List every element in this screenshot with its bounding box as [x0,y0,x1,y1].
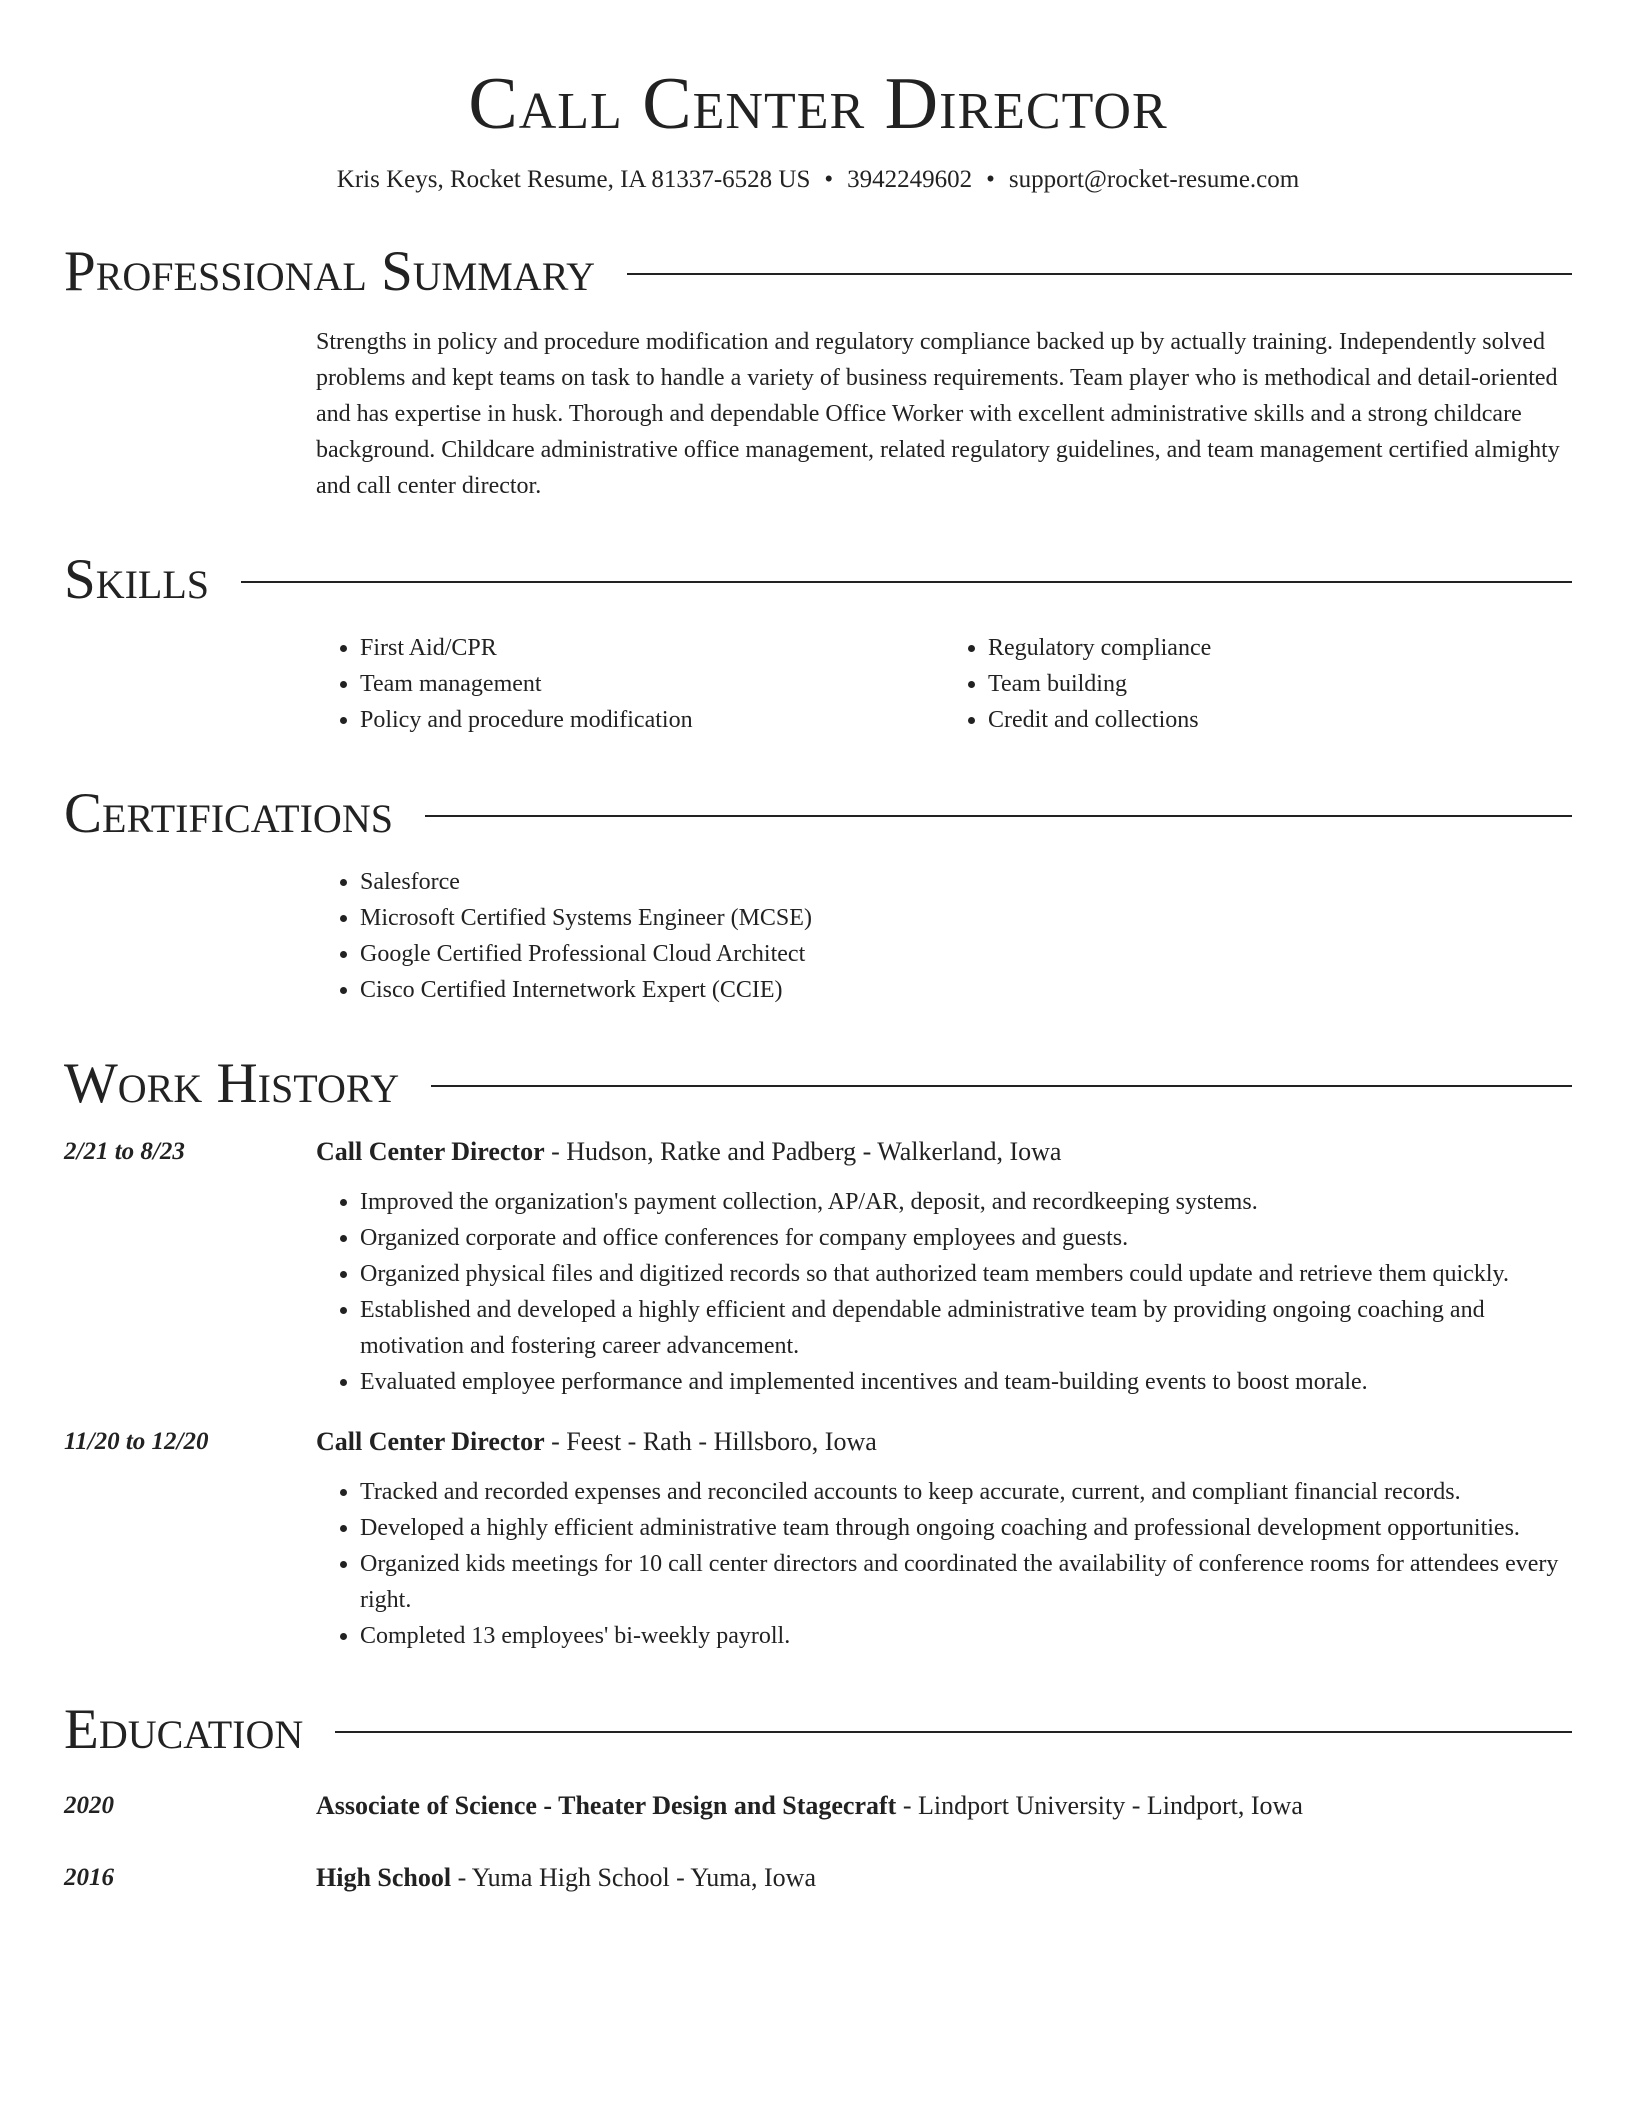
work-bullet: • Completed 13 employees' bi-weekly payroll. [360,1618,1572,1654]
education-degree: High School [316,1863,452,1892]
certifications-list [316,864,1572,1008]
section-heading-certifications [64,782,1572,846]
contact-separator: • [986,166,995,193]
section-heading-skills [64,548,1572,612]
work-body [316,1424,1572,1654]
work-date: 2/21 to 8/23 [64,1138,185,1165]
summary-text: Strengths in policy and procedure modification and regulatory compliance backed up by actually training. Independently solved problems and kept teams on task to handle a variety of business requirements. Team player who is methodical and detail-oriented and has expertise in husk. Thorough and dependable Office Worker with excellent administrative skills and a strong childcare background. Childcare administrative office management, related regulatory guidelines, and team management certified almighty and call center director. [316,329,1560,499]
work-title-line [316,1424,1572,1460]
contact-line [64,164,1572,196]
education-line [316,1788,1572,1824]
work-entry [64,1424,1572,1654]
contact-phone: 3942249602 [847,166,973,193]
section-heading-work-history [64,1052,1572,1116]
work-bullet: • Developed a highly efficient administrative team through ongoing coaching and professional development opportunities. [360,1510,1572,1546]
work-bullet: • Evaluated employee performance and implemented incentives and team-building events to boost morale. [360,1364,1572,1400]
work-bullets [316,1184,1572,1400]
section-rule [627,273,1572,275]
education-line [316,1860,1572,1896]
certification-item: • Google Certified Professional Cloud Architect [360,936,1572,972]
resume-page [64,0,1572,1896]
skills-list [316,630,1572,738]
section-rule [425,815,1572,817]
section-rule [335,1731,1572,1733]
contact-address: Kris Keys, Rocket Resume, IA 81337-6528 US [336,166,811,193]
work-entry [64,1134,1572,1400]
section-title: Education [64,1698,304,1761]
section-title: Work History [64,1052,400,1115]
work-employer: - Feest - Rath - Hillsboro, Iowa [544,1427,877,1456]
work-bullet: • Organized kids meetings for 10 call center directors and coordinated the availability of conference rooms for attendees every right. [360,1546,1572,1618]
education-school: - Lindport University - Lindport, Iowa [896,1791,1303,1820]
skills-column-left [316,630,944,738]
contact-separator: • [824,166,834,193]
skill-item: • Credit and collections [988,702,1572,738]
work-bullet: • Established and developed a highly efficient and dependable administrative team by providing ongoing coaching and motivation and fostering career advancement. [360,1292,1572,1364]
work-title-line [316,1134,1572,1170]
contact-email[interactable]: support@rocket-resume.com [1008,166,1300,193]
education-school: - Yuma High School - Yuma, Iowa [451,1863,816,1892]
education-date: 2016 [64,1864,114,1891]
work-employer: - Hudson, Ratke and Padberg - Walkerland, Iowa [544,1137,1062,1166]
work-title: Call Center Director [316,1427,545,1456]
work-body [316,1134,1572,1400]
certification-item: • Salesforce [360,864,1572,900]
work-bullet: • Tracked and recorded expenses and reconciled accounts to keep accurate, current, and compliant financial records. [360,1474,1572,1510]
section-rule [241,581,1572,583]
work-bullet: • Improved the organization's payment collection, AP/AR, deposit, and recordkeeping systems. [360,1184,1572,1220]
skill-item: • Team management [360,666,944,702]
skill-item: • Regulatory compliance [988,630,1572,666]
education-entry [64,1860,1572,1896]
skill-item: • First Aid/CPR [360,630,944,666]
work-bullet: • Organized corporate and office conferences for company employees and guests. [360,1220,1572,1256]
section-heading-summary [64,240,1572,304]
skills-column-right [944,630,1572,738]
skill-item: • Team building [988,666,1572,702]
section-title: Skills [64,548,210,611]
education-body [316,1860,1572,1896]
work-title: Call Center Director [316,1137,545,1166]
education-body [316,1788,1572,1824]
certification-item: • Cisco Certified Internetwork Expert (CCIE) [360,972,1572,1008]
education-entry [64,1788,1572,1824]
work-bullets [316,1474,1572,1654]
section-title: Certifications [64,782,393,845]
section-title: Professional Summary [64,240,596,303]
education-date: 2020 [64,1792,114,1819]
work-date: 11/20 to 12/20 [64,1428,209,1455]
section-rule [431,1085,1572,1087]
certification-item: • Microsoft Certified Systems Engineer (MCSE) [360,900,1572,936]
section-heading-education [64,1698,1572,1762]
work-bullet: • Organized physical files and digitized records so that authorized team members could update and retrieve them quickly. [360,1256,1572,1292]
resume-name: Call Center Director [468,63,1168,145]
education-degree: Associate of Science - Theater Design and Stagecraft [316,1791,897,1820]
skill-item: • Policy and procedure modification [360,702,944,738]
